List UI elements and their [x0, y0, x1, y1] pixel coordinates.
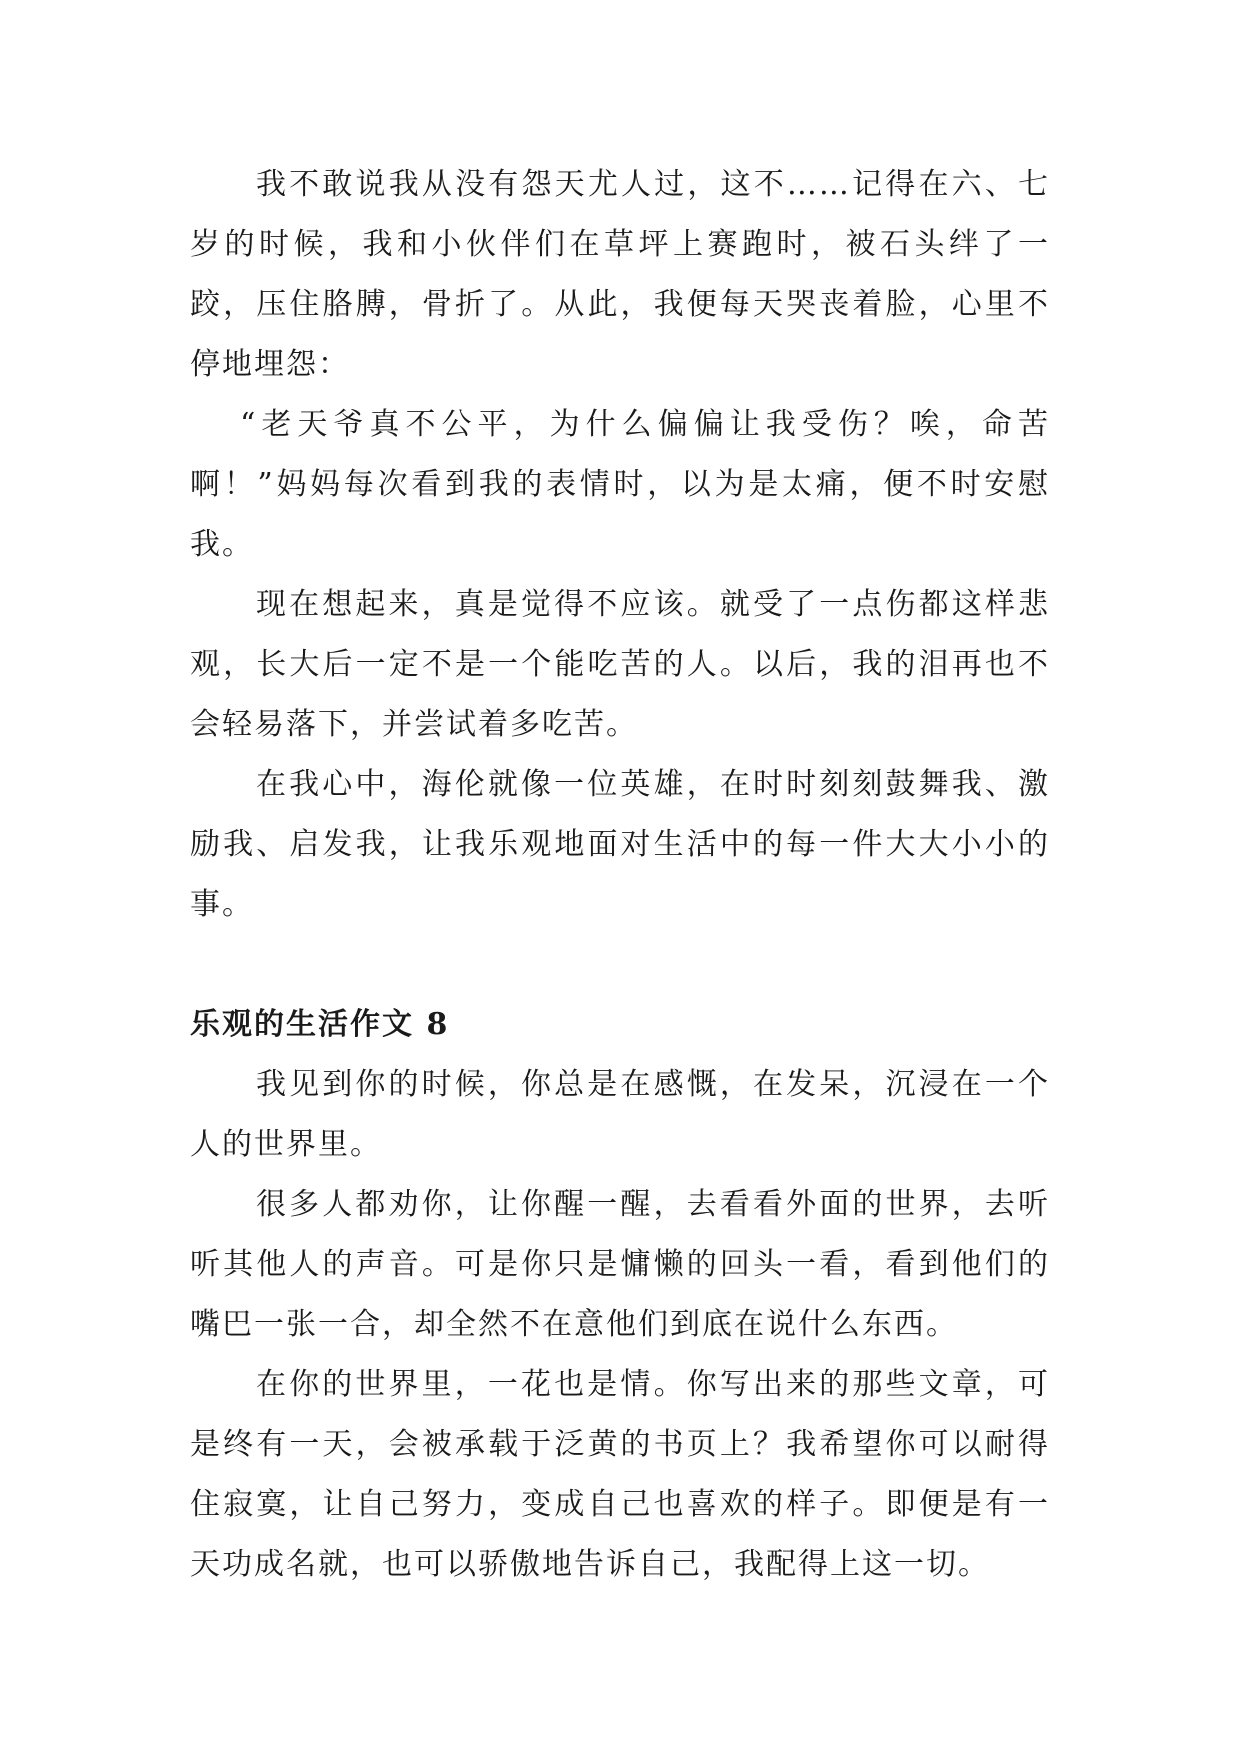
quote-paragraph: “老天爷真不公平，为什么偏偏让我受伤？唉，命苦啊！”妈妈每次看到我的表情时，以为是太痛，便不时安慰我。 — [190, 407, 1050, 562]
paragraph: 现在想起来，真是觉得不应该。就受了一点伤都这样悲观，长大后一定不是一个能吃苦的人。以后，我的泪再也不会轻易落下，并尝试着多吃苦。 — [190, 587, 1050, 742]
section-title: 乐观的生活作文 8 — [190, 1007, 450, 1042]
document-body — [190, 155, 1050, 1595]
paragraph: 我见到你的时候，你总是在感慨，在发呆，沉浸在一个人的世界里。 — [190, 1067, 1050, 1162]
paragraph: 我不敢说我从没有怨天尤人过，这不……记得在六、七岁的时候，我和小伙伴们在草坪上赛跑时，被石头绊了一跤，压住胳膊，骨折了。从此，我便每天哭丧着脸，心里不停地埋怨： — [190, 167, 1050, 382]
paragraph: 很多人都劝你，让你醒一醒，去看看外面的世界，去听听其他人的声音。可是你只是慵懒的回头一看，看到他们的嘴巴一张一合，却全然不在意他们到底在说什么东西。 — [190, 1187, 1050, 1342]
paragraph: 在我心中，海伦就像一位英雄，在时时刻刻鼓舞我、激励我、启发我，让我乐观地面对生活中的每一件大大小小的事。 — [190, 767, 1050, 922]
paragraph: 在你的世界里，一花也是情。你写出来的那些文章，可是终有一天，会被承载于泛黄的书页上？我希望你可以耐得住寂寞，让自己努力，变成自己也喜欢的样子。即便是有一天功成名就，也可以骄傲地告诉自己，我配得上这一切。 — [190, 1367, 1050, 1582]
